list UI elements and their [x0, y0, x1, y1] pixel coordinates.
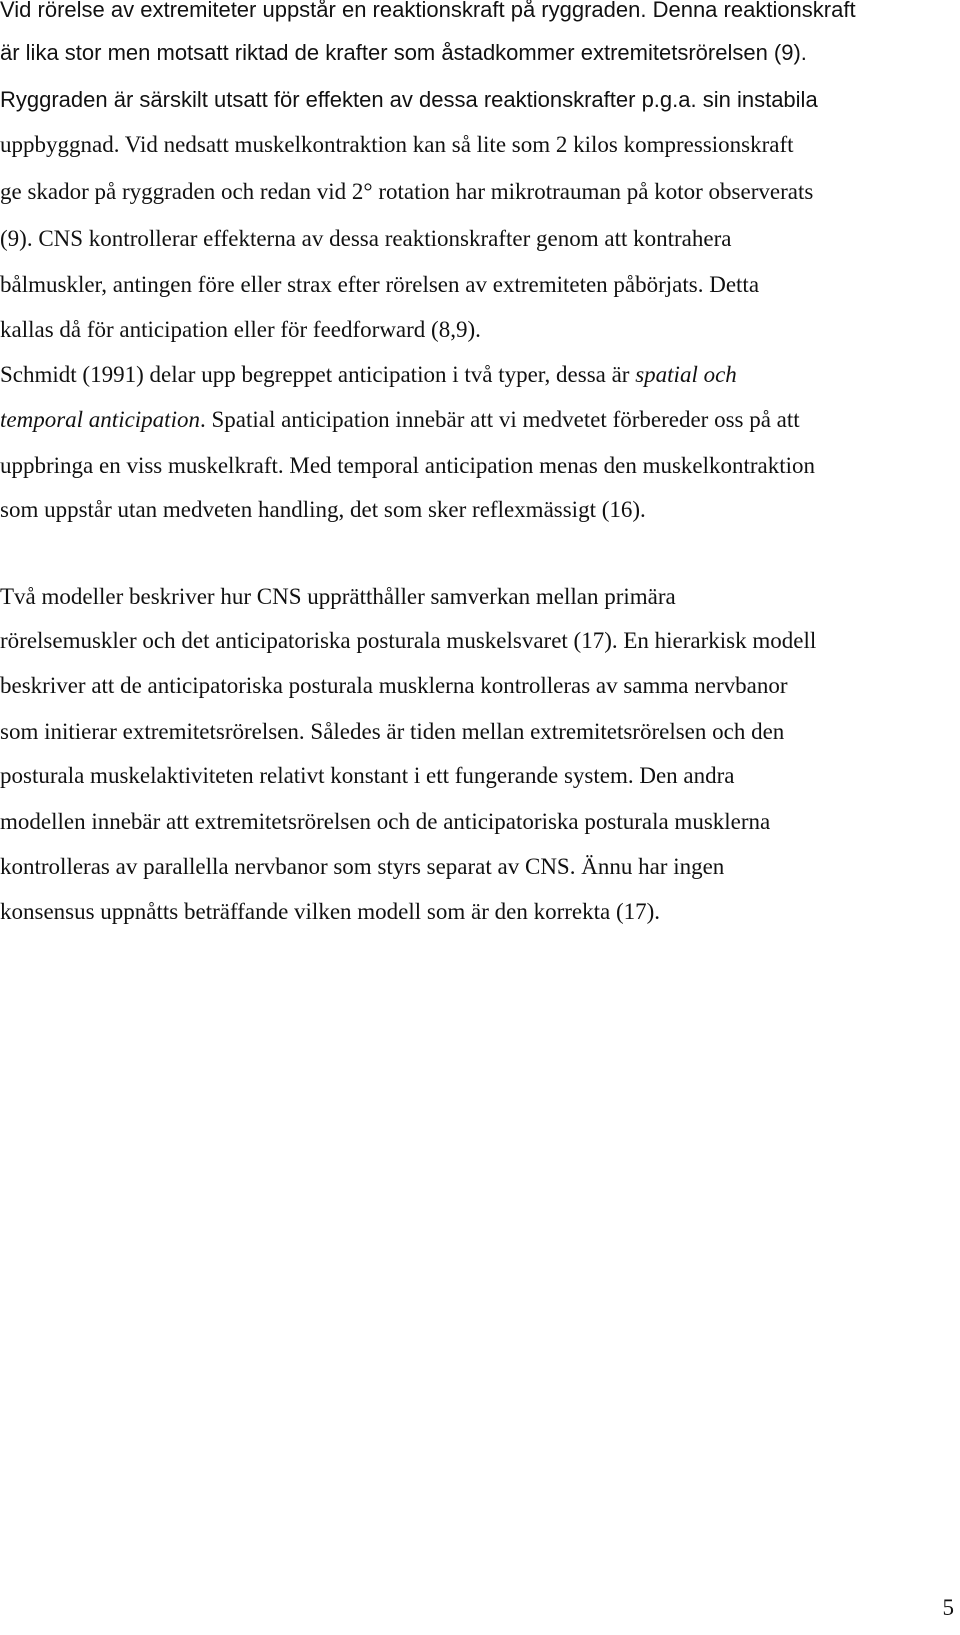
paragraph-1-line-12: som uppstår utan medveten handling, det som sker reflexmässigt (16). [0, 497, 646, 522]
paragraph-1-line-9-text: Schmidt (1991) delar upp begreppet anticipation i två typer, dessa är [0, 362, 636, 387]
paragraph-1-line-3: Ryggraden är särskilt utsatt för effekten av dessa reaktionskrafter p.g.a. sin instabila [0, 87, 818, 112]
paragraph-1-line-5: ge skador på ryggraden och redan vid 2° rotation har mikrotrauman på kotor observerats [0, 179, 814, 204]
paragraph-1-line-9 [0, 361, 737, 388]
paragraph-1-line-8: kallas då för anticipation eller för feedforward (8,9). [0, 317, 481, 342]
paragraph-2-line-7: kontrolleras av parallella nervbanor som styrs separat av CNS. Ännu har ingen [0, 854, 725, 879]
page-number: 5 [942, 1595, 954, 1620]
paragraph-2-line-3: beskriver att de anticipatoriska posturala musklerna kontrolleras av samma nervbanor [0, 673, 788, 698]
paragraph-2-line-1: Två modeller beskriver hur CNS upprätthåller samverkan mellan primära [0, 584, 676, 609]
paragraph-1-line-9-italic: spatial och [635, 362, 737, 387]
paragraph-1-line-6: (9). CNS kontrollerar effekterna av dessa reaktionskrafter genom att kontrahera [0, 226, 732, 251]
paragraph-1-line-10 [0, 406, 800, 433]
paragraph-1-line-1: Vid rörelse av extremiteter uppstår en reaktionskraft på ryggraden. Denna reaktionskraft [0, 0, 856, 22]
paragraph-1-line-7: bålmuskler, antingen före eller strax efter rörelsen av extremiteten påbörjats. Detta [0, 272, 760, 297]
paragraph-2-line-8: konsensus uppnåtts beträffande vilken modell som är den korrekta (17). [0, 899, 661, 924]
paragraph-1-line-2: är lika stor men motsatt riktad de krafter som åstadkommer extremitetsrörelsen (9). [0, 40, 807, 65]
paragraph-1-line-10-text: . Spatial anticipation innebär att vi medvetet förbereder oss på att [199, 407, 800, 432]
paragraph-2-line-2: rörelsemuskler och det anticipatoriska posturala muskelsvaret (17). En hierarkisk modell [0, 628, 817, 653]
paragraph-1-line-11: uppbringa en viss muskelkraft. Med temporal anticipation menas den muskelkontraktion [0, 453, 816, 478]
paragraph-1-line-4: uppbyggnad. Vid nedsatt muskelkontraktion kan så lite som 2 kilos kompressionskraft [0, 132, 794, 157]
paragraph-2-line-6: modellen innebär att extremitetsrörelsen och de anticipatoriska posturala musklerna [0, 809, 771, 834]
paragraph-2-line-5: posturala muskelaktiviteten relativt konstant i ett fungerande system. Den andra [0, 763, 735, 788]
paragraph-1-line-10-italic: temporal anticipation [0, 407, 200, 432]
paragraph-2-line-4: som initierar extremitetsrörelsen. Således är tiden mellan extremitetsrörelsen och den [0, 719, 785, 744]
